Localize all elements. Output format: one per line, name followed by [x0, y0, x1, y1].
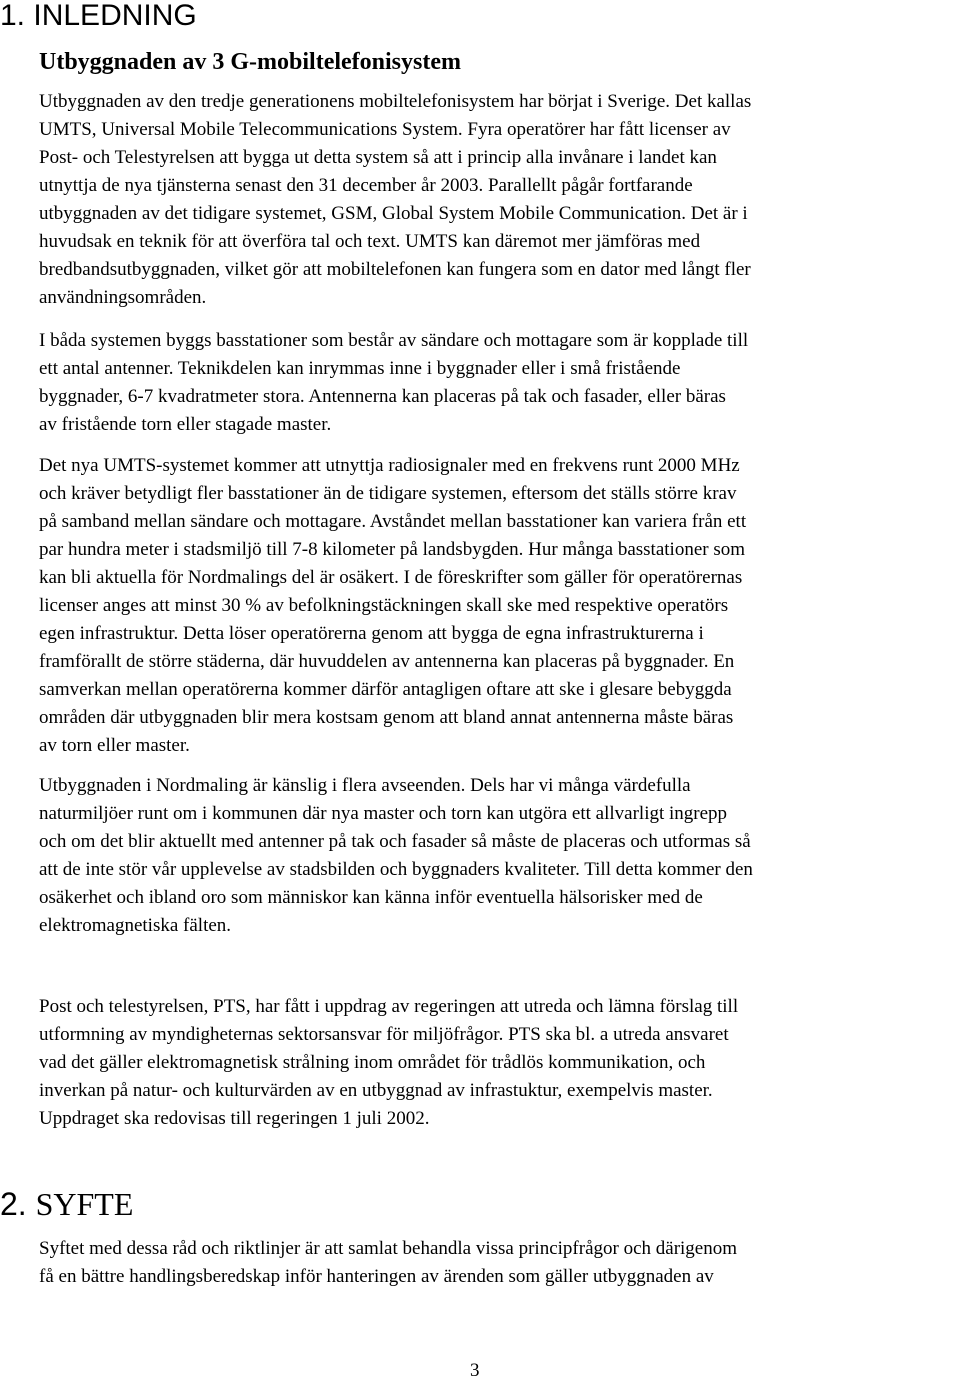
text-line: osäkerhet och ibland oro som människor kan känna inför eventuella hälsorisker med de: [39, 887, 703, 908]
text-line: utnyttja de nya tjänsterna senast den 31 december år 2003. Parallellt pågår fortfarande: [39, 175, 693, 196]
subheading: Utbyggnaden av 3 G-mobiltelefonisystem: [39, 49, 461, 75]
text-line: av torn eller master.: [39, 735, 190, 756]
text-line: egen infrastruktur. Detta löser operatörerna genom att bygga de egna infrastrukturerna i: [39, 623, 704, 644]
text-line: framförallt de större städerna, där huvuddelen av antennerna kan placeras på byggnader. En: [39, 651, 735, 672]
text-line: Uppdraget ska redovisas till regeringen 1 juli 2002.: [39, 1108, 430, 1129]
text-line: byggnader, 6-7 kvadratmeter stora. Antennerna kan placeras på tak och fasader, eller bäras: [39, 386, 726, 407]
text-line: av fristående torn eller stagade master.: [39, 414, 332, 435]
text-line: Utbyggnaden i Nordmaling är känslig i flera avseenden. Dels har vi många värdefulla: [39, 775, 691, 796]
text-line: utbyggnaden av det tidigare systemet, GSM, Global System Mobile Communication. Det är i: [39, 203, 748, 224]
text-line: UMTS, Universal Mobile Telecommunications System. Fyra operatörer har fått licenser av: [39, 119, 731, 140]
text-line: vad det gäller elektromagnetisk strålning inom området för trådlös kommunikation, och: [39, 1052, 706, 1073]
text-line: kan bli aktuella för Nordmalings del är osäkert. I de föreskrifter som gäller för operatörernas: [39, 567, 743, 588]
text-line: ett antal antenner. Teknikdelen kan inrymmas inne i byggnader eller i små fristående: [39, 358, 681, 379]
section-heading-syfte: [0, 1186, 133, 1222]
text-line: och om det blir aktuellt med antenner på tak och fasader så måste de placeras och utformas så: [39, 831, 751, 852]
text-line: naturmiljöer runt om i kommunen där nya master och torn kan utgöra ett allvarligt ingrepp: [39, 803, 728, 824]
text-line: Utbyggnaden av den tredje generationens mobiltelefonisystem har börjat i Sverige. Det kallas: [39, 91, 752, 112]
text-line: och kräver betydligt fler basstationer än de tidigare systemen, eftersom det ställs större krav: [39, 483, 737, 504]
text-line: elektromagnetiska fälten.: [39, 915, 232, 936]
text-line: utformning av myndigheternas sektorsansvar för miljöfrågor. PTS ska bl. a utreda ansvaret: [39, 1024, 729, 1045]
section-number: 1.: [0, 0, 26, 32]
page-number: 3: [470, 1360, 480, 1381]
text-line: Syftet med dessa råd och riktlinjer är att samlat behandla vissa principfrågor och därigenom: [39, 1238, 738, 1259]
section-number: 2.: [0, 1186, 27, 1222]
text-line: få en bättre handlingsberedskap inför hanteringen av ärenden som gäller utbyggnaden av: [39, 1266, 714, 1287]
text-line: att de inte stör vår upplevelse av stadsbilden och byggnaders kvaliteter. Till detta kommer den: [39, 859, 753, 880]
text-line: Post- och Telestyrelsen att bygga ut detta system så att i princip alla invånare i landet kan: [39, 147, 717, 168]
section-title: INLEDNING: [33, 0, 197, 32]
text-line: I båda systemen byggs basstationer som består av sändare och mottagare som är kopplade till: [39, 330, 749, 351]
paragraph-syfte: [39, 1235, 959, 1291]
paragraph-umts-intro: [39, 88, 959, 312]
text-line: huvudsak en teknik för att överföra tal och text. UMTS kan däremot mer jämföras med: [39, 231, 701, 252]
text-line: på samband mellan sändare och mottagare. Avståndet mellan basstationer kan variera från ett: [39, 511, 747, 532]
text-line: par hundra meter i stadsmiljö till 7-8 kilometer på landsbygden. Hur många basstationer som: [39, 539, 746, 560]
text-line: användningsområden.: [39, 287, 207, 308]
paragraph-nordmaling: [39, 772, 959, 940]
text-line: bredbandsutbyggnaden, vilket gör att mobiltelefonen kan fungera som en dator med långt fler: [39, 259, 751, 280]
text-line: Post och telestyrelsen, PTS, har fått i uppdrag av regeringen att utreda och lämna förslag till: [39, 996, 739, 1017]
section-title: SYFTE: [35, 1186, 134, 1222]
section-heading-inledning: [0, 0, 197, 32]
text-line: licenser anges att minst 30 % av befolkningstäckningen skall ske med respektive operatörs: [39, 595, 729, 616]
text-line: områden där utbyggnaden blir mera kostsam genom att bland annat antennerna måste bäras: [39, 707, 734, 728]
paragraph-pts: [39, 993, 959, 1133]
text-line: samverkan mellan operatörerna kommer därför antagligen oftare att ske i glesare bebyggda: [39, 679, 732, 700]
paragraph-basstationer: [39, 327, 959, 439]
paragraph-umts-frekvens: [39, 452, 959, 760]
text-line: Det nya UMTS-systemet kommer att utnyttja radiosignaler med en frekvens runt 2000 MHz: [39, 455, 740, 476]
text-line: inverkan på natur- och kulturvärden av en utbyggnad av infrastuktur, exempelvis master.: [39, 1080, 713, 1101]
